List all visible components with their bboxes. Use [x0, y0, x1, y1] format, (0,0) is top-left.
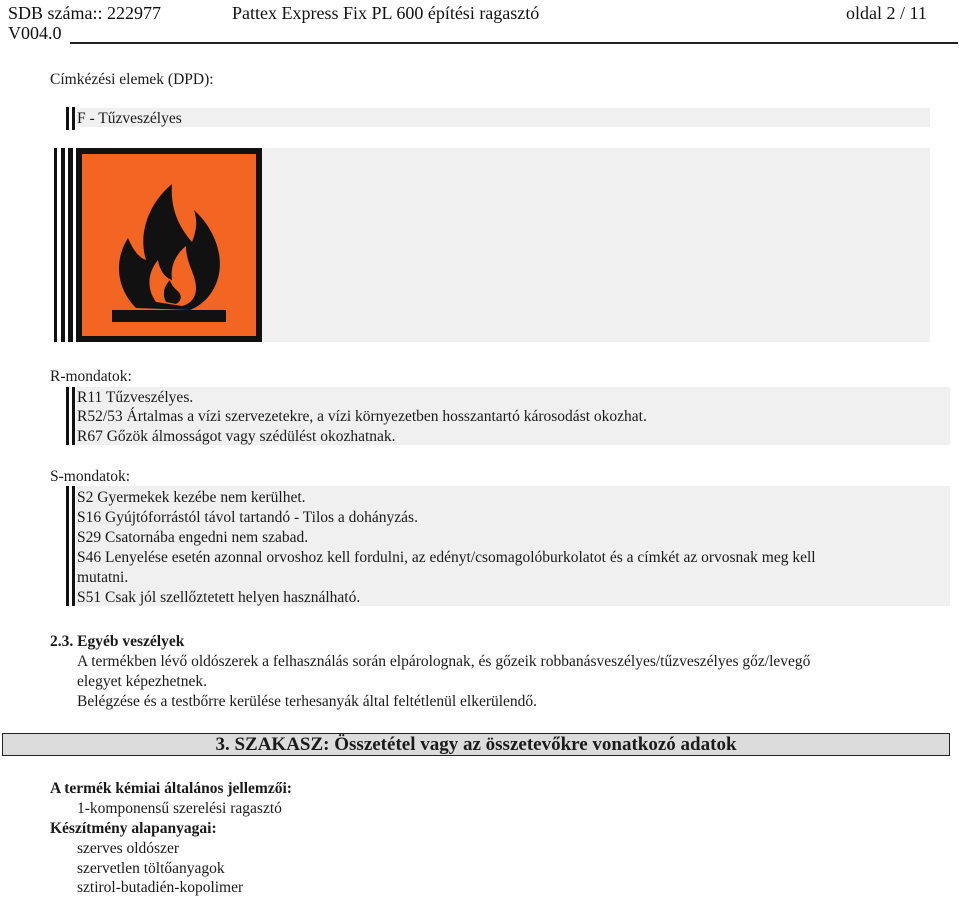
other-hazards-line: Belégzése és a testbőrre kerülése terhesanyák által feltétlenül elkerülendő.: [77, 693, 538, 710]
version: V004.0: [8, 23, 62, 43]
s-phrase-item: S46 Lenyelése esetén azonnal orvoshoz kell fordulni, az edényt/csomagolóburkolatot és a címkét az orvosnak meg kell: [77, 549, 816, 566]
section-3-header: [2, 733, 950, 756]
base-material-item: szervetlen töltőanyagok: [77, 860, 225, 877]
s-phrases-heading: S-mondatok:: [50, 468, 131, 485]
change-bar: [72, 486, 75, 606]
chemical-characteristics-heading: A termék kémiai általános jellemzői:: [50, 780, 292, 797]
base-material-item: sztirol-butadién-kopolimer: [77, 879, 244, 896]
change-bar: [72, 387, 75, 445]
change-bar: [66, 486, 69, 606]
product-title: Pattex Express Fix PL 600 építési ragasztó: [232, 3, 540, 23]
change-bar: [72, 107, 75, 130]
header-rule: [70, 42, 958, 44]
sdb-number: SDB száma:: 222977: [8, 3, 161, 23]
s-phrase-item: S16 Gyújtóforrástól távol tartandó - Tilos a dohányzás.: [77, 509, 418, 526]
s-phrase-item: S51 Csak jól szellőztetett helyen használható.: [77, 589, 361, 606]
base-materials-heading: Készítmény alapanyagai:: [50, 820, 217, 837]
other-hazards-line: A termékben lévő oldószerek a felhasználás során elpárolognak, és gőzeik robbanásveszélyes/tűzveszélyes gőz/levegő: [77, 653, 811, 670]
change-bar: [66, 387, 69, 445]
r-phrases-heading: R-mondatok:: [50, 368, 132, 385]
change-bar: [68, 148, 73, 342]
other-hazards-heading: 2.3. Egyéb veszélyek: [50, 633, 185, 650]
base-material-item: szerves oldószer: [77, 840, 179, 857]
change-bar: [54, 148, 57, 342]
change-bar: [61, 148, 65, 342]
section-3-title: 3. SZAKASZ: Összetétel vagy az összetevőkre vonatkozó adatok: [215, 734, 737, 755]
s-phrase-item-continued: mutatni.: [77, 569, 129, 586]
s-phrase-item: S29 Csatornába engedni nem szabad.: [77, 529, 309, 546]
s-phrase-item: S2 Gyermekek kezébe nem kerülhet.: [77, 489, 306, 506]
change-bar: [66, 107, 69, 130]
r-phrase-item: R11 Tűzveszélyes.: [77, 389, 194, 406]
highlight-band: [262, 148, 930, 342]
flammable-flame-icon: [76, 148, 262, 342]
hazard-symbol-label: F - Tűzveszélyes: [77, 110, 182, 127]
r-phrase-item: R67 Gőzök álmosságot vagy szédülést okozhatnak.: [77, 428, 396, 445]
highlight-band: [76, 108, 930, 127]
other-hazards-line: elegyet képezhetnek.: [77, 673, 207, 690]
hazard-symbol: [76, 148, 262, 342]
labeling-heading: Címkézési elemek (DPD):: [50, 71, 214, 88]
r-phrase-item: R52/53 Ártalmas a vízi szervezetekre, a vízi környezetben hosszantartó károsodást okozhat.: [77, 408, 647, 425]
chemical-characteristics-value: 1-komponensű szerelési ragasztó: [77, 800, 282, 817]
page-info: oldal 2 / 11: [846, 3, 927, 23]
